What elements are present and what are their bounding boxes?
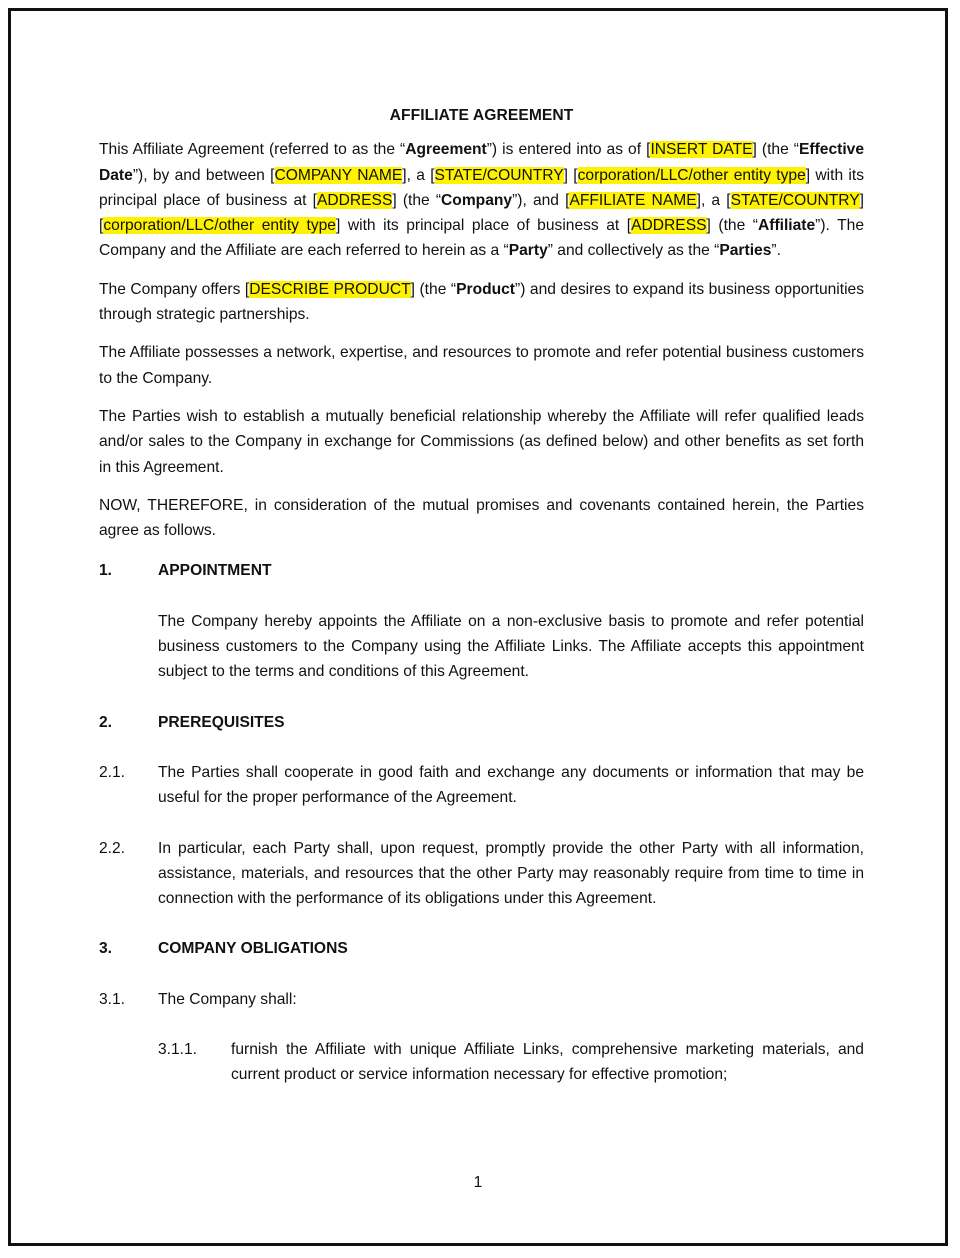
defined-term-affiliate: Affiliate <box>757 217 816 235</box>
text-run: ”) and desires to expand its business opportunities through strategic partnerships. <box>99 280 865 324</box>
clause-text: The Company shall: <box>158 990 297 1008</box>
clause-number: 2.2. <box>99 839 126 857</box>
document-page <box>8 8 948 1246</box>
text-run: ] with its principal place of business at [ <box>99 166 865 209</box>
recital-parties: The Parties wish to establish a mutually beneficial relationship whereby the Affiliate will refer qualified leads and/or sales to the Company in exchange for Commissions (as defined below) and other benefits as set forth in this Agreement. <box>99 407 864 476</box>
clause-number: 2.1. <box>99 763 126 781</box>
preamble-paragraph <box>99 137 864 263</box>
placeholder-entity-type: corporation/LLC/other entity type <box>577 166 806 184</box>
clause-3-1 <box>99 987 864 1012</box>
clause-2-1 <box>99 760 864 811</box>
placeholder-address: ADDRESS <box>631 217 707 235</box>
clause-text: The Parties shall cooperate in good faith and exchange any documents or information that may be useful for the proper performance of the Agreement. <box>158 763 864 807</box>
text-run: ” and collectively as the “ <box>547 242 720 260</box>
clause-3-1-1 <box>158 1037 864 1088</box>
text-run: ”. <box>771 242 781 260</box>
clause-number: 3.1.1. <box>158 1041 198 1059</box>
defined-term-agreement: Agreement <box>405 141 487 159</box>
defined-term-product: Product <box>456 280 516 298</box>
section-number: 2. <box>99 713 113 731</box>
text-run: ], a [ <box>696 191 731 209</box>
clause-text: furnish the Affiliate with unique Affiliate Links, comprehensive marketing materials, and current product or service information necessary for effective promotion; <box>231 1041 864 1084</box>
defined-term-effective-date: Effective Date <box>99 141 865 184</box>
placeholder-company-name: COMPANY NAME <box>274 166 403 184</box>
defined-term-company: Company <box>441 191 513 209</box>
clause-text: In particular, each Party shall, upon request, promptly provide the other Party with all information, assistance, materials, and resources that the other Party may reasonably require from time to time in connection with the performance of its obligations under this Agreement. <box>158 839 864 908</box>
section-number: 3. <box>99 940 113 958</box>
recital-product <box>99 277 864 328</box>
clause-number: 3.1. <box>99 990 126 1008</box>
text-run: ”), by and between [ <box>132 166 275 184</box>
placeholder-address: ADDRESS <box>316 191 393 209</box>
placeholder-state-country: STATE/COUNTRY <box>730 191 860 209</box>
document-title: AFFILIATE AGREEMENT <box>389 107 574 124</box>
text-run: The Company offers [ <box>99 280 250 298</box>
placeholder-describe-product: DESCRIBE PRODUCT <box>249 280 411 298</box>
text-run: ] (the “ <box>392 191 442 209</box>
section-title: APPOINTMENT <box>158 562 272 580</box>
section-heading-prerequisites <box>99 710 864 735</box>
document-body <box>99 103 864 1113</box>
text-run: ], a [ <box>402 166 435 184</box>
placeholder-affiliate-name: AFFILIATE NAME <box>569 191 697 209</box>
placeholder-state-country: STATE/COUNTRY <box>434 166 564 184</box>
defined-term-parties: Parties <box>719 242 772 260</box>
text-run: This Affiliate Agreement (referred to as the “ <box>99 141 406 159</box>
text-run: ”). The Company and the Affiliate are each referred to herein as a “ <box>99 217 865 260</box>
text-run: ] (the “ <box>752 141 799 159</box>
section-appointment-text: The Company hereby appoints the Affiliate on a non-exclusive basis to promote and refer potential business customers to the Company using the Affiliate Links. The Affiliate accepts this appointment subject to the terms and conditions of this Agreement. <box>158 612 864 681</box>
section-heading-company-obligations <box>99 936 864 961</box>
section-number: 1. <box>99 562 113 580</box>
recital-now-therefore: NOW, THEREFORE, in consideration of the mutual promises and covenants contained herein, the Parties agree as follows. <box>99 496 864 540</box>
placeholder-entity-type: corporation/LLC/other entity type <box>103 217 336 235</box>
text-run: ”) is entered into as of [ <box>486 141 651 159</box>
text-run: ] (the “ <box>706 217 758 235</box>
text-run: ”), and [ <box>512 191 570 209</box>
page-number: 1 <box>473 1174 483 1191</box>
clause-2-2 <box>99 836 864 912</box>
text-run: ] (the “ <box>410 280 457 298</box>
section-title: COMPANY OBLIGATIONS <box>158 940 348 958</box>
text-run: ] [ <box>99 191 865 235</box>
section-title: PREREQUISITES <box>158 713 285 731</box>
text-run: ] with its principal place of business at [ <box>335 217 632 235</box>
defined-term-party: Party <box>508 242 548 260</box>
section-heading-appointment <box>99 558 864 583</box>
recital-affiliate: The Affiliate possesses a network, expertise, and resources to promote and refer potential business customers to the Company. <box>99 344 864 387</box>
placeholder-insert-date: INSERT DATE <box>650 141 753 159</box>
text-run: ] [ <box>563 166 578 184</box>
